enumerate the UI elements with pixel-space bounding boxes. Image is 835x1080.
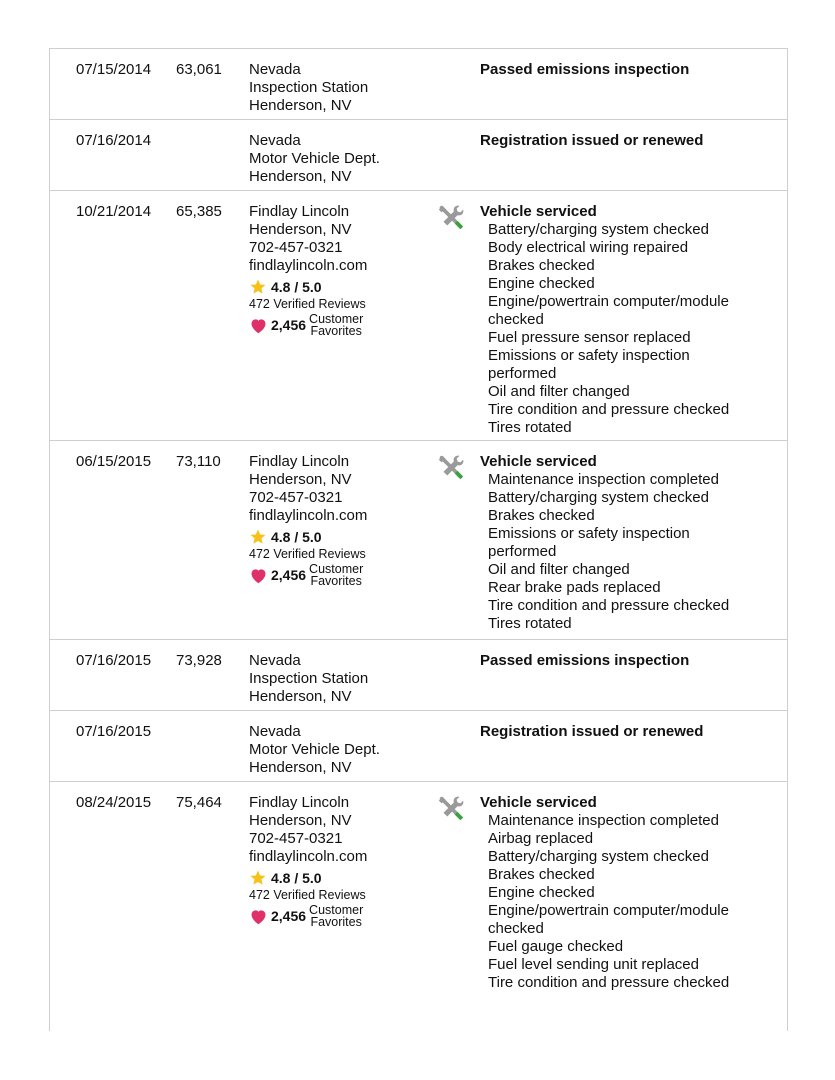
record-headline: Vehicle serviced	[480, 453, 597, 470]
record-mileage: 73,110	[176, 453, 221, 470]
service-item: Tire condition and pressure checked	[488, 974, 730, 991]
source-line: Henderson, NV	[249, 168, 352, 185]
record-source	[249, 794, 367, 928]
history-record	[50, 710, 787, 782]
favorites-label	[309, 904, 363, 928]
dealer-name-link[interactable]: Findlay Lincoln	[249, 203, 350, 220]
service-item: Tires rotated	[488, 615, 572, 632]
source-line: Inspection Station	[249, 79, 369, 96]
record-date: 08/24/2015	[76, 794, 152, 811]
dealer-phone[interactable]: 702-457-0321	[249, 489, 343, 506]
service-item: Fuel pressure sensor replaced	[488, 329, 691, 346]
service-item: Rear brake pads replaced	[488, 579, 661, 596]
service-item: Airbag replaced	[488, 830, 594, 847]
favorites-count: 2,456	[271, 908, 307, 924]
dealer-rating	[249, 278, 367, 296]
favorites-label	[309, 563, 363, 587]
service-item: Brakes checked	[488, 507, 595, 524]
favorites-count: 2,456	[271, 317, 307, 333]
favorites-label-line: Customer	[309, 903, 364, 917]
dealer-website-link[interactable]: findlaylincoln.com	[249, 507, 368, 524]
favorites-label	[309, 313, 363, 337]
source-line: Nevada	[249, 132, 301, 149]
favorites-count: 2,456	[271, 567, 307, 583]
dealer-website-link[interactable]: findlaylincoln.com	[249, 257, 368, 274]
record-date: 10/21/2014	[76, 203, 152, 220]
history-record	[50, 48, 787, 120]
source-line: Henderson, NV	[249, 812, 352, 829]
record-source	[249, 723, 380, 777]
star-icon	[249, 869, 267, 887]
record-date: 07/16/2014	[76, 132, 152, 149]
source-line: Henderson, NV	[249, 688, 352, 705]
record-source	[249, 203, 367, 337]
star-icon	[249, 528, 267, 546]
service-item: Fuel gauge checked	[488, 938, 624, 955]
rating-value: 4.8 / 5.0	[271, 279, 322, 295]
record-details	[480, 723, 703, 741]
record-source	[249, 652, 368, 706]
record-date: 07/15/2014	[76, 61, 152, 78]
source-line: Nevada	[249, 652, 301, 669]
source-line: Motor Vehicle Dept.	[249, 741, 380, 758]
service-item: checked	[488, 920, 544, 937]
service-item: Emissions or safety inspection	[488, 347, 690, 364]
dealer-name-link[interactable]: Findlay Lincoln	[249, 794, 350, 811]
source-line: Motor Vehicle Dept.	[249, 150, 380, 167]
record-date: 07/16/2015	[76, 723, 152, 740]
record-details	[480, 61, 689, 79]
dealer-website-link[interactable]: findlaylincoln.com	[249, 848, 368, 865]
service-tools-icon	[436, 203, 466, 233]
record-details	[480, 794, 729, 992]
service-item: Battery/charging system checked	[488, 489, 709, 506]
service-tools-icon	[436, 453, 466, 483]
customer-favorites	[249, 563, 367, 587]
service-item-list	[480, 812, 729, 992]
dealer-name-link[interactable]: Findlay Lincoln	[249, 453, 350, 470]
source-line: Nevada	[249, 61, 301, 78]
service-item: Oil and filter changed	[488, 561, 630, 578]
source-line: Inspection Station	[249, 670, 369, 687]
service-item: Emissions or safety inspection	[488, 525, 690, 542]
service-tools-icon	[436, 794, 466, 824]
service-item-list	[480, 471, 729, 633]
history-record	[50, 440, 787, 640]
favorites-label-line: Customer	[309, 562, 364, 576]
record-headline: Passed emissions inspection	[480, 652, 690, 669]
service-item: checked	[488, 311, 544, 328]
dealer-phone[interactable]: 702-457-0321	[249, 239, 343, 256]
heart-icon	[249, 317, 268, 334]
service-item: Maintenance inspection completed	[488, 812, 719, 829]
source-line: Nevada	[249, 723, 301, 740]
star-icon	[249, 278, 267, 296]
service-item: Battery/charging system checked	[488, 848, 709, 865]
vehicle-history-table	[49, 48, 788, 1031]
customer-favorites	[249, 313, 367, 337]
history-record	[50, 639, 787, 711]
record-date: 07/16/2015	[76, 652, 152, 669]
service-item: Tire condition and pressure checked	[488, 597, 730, 614]
dealer-phone[interactable]: 702-457-0321	[249, 830, 343, 847]
heart-icon	[249, 908, 268, 925]
record-details	[480, 453, 729, 633]
history-record	[50, 781, 787, 1031]
favorites-label-line: Customer	[309, 312, 364, 326]
record-details	[480, 132, 703, 150]
service-item: Brakes checked	[488, 257, 595, 274]
dealer-rating	[249, 869, 367, 887]
record-headline: Registration issued or renewed	[480, 723, 704, 740]
record-headline: Vehicle serviced	[480, 794, 597, 811]
record-headline: Passed emissions inspection	[480, 61, 690, 78]
source-line: Henderson, NV	[249, 759, 352, 776]
customer-favorites	[249, 904, 367, 928]
heart-icon	[249, 567, 268, 584]
record-source	[249, 61, 368, 115]
service-item: Engine checked	[488, 275, 595, 292]
source-line: Henderson, NV	[249, 221, 352, 238]
record-source	[249, 132, 380, 186]
service-item: Body electrical wiring repaired	[488, 239, 689, 256]
service-item: Tire condition and pressure checked	[488, 401, 730, 418]
record-mileage: 73,928	[176, 652, 222, 669]
service-item: Oil and filter changed	[488, 383, 630, 400]
dealer-rating	[249, 528, 367, 546]
record-date: 06/15/2015	[76, 453, 152, 470]
record-details	[480, 203, 729, 437]
source-line: Henderson, NV	[249, 97, 352, 114]
verified-reviews-link[interactable]: 472 Verified Reviews	[249, 547, 366, 561]
service-item-list	[480, 221, 729, 437]
rating-value: 4.8 / 5.0	[271, 870, 322, 886]
favorites-label-line: Favorites	[310, 574, 362, 588]
service-item: Fuel level sending unit replaced	[488, 956, 699, 973]
service-item: Engine checked	[488, 884, 595, 901]
verified-reviews-link[interactable]: 472 Verified Reviews	[249, 888, 366, 902]
history-record	[50, 119, 787, 191]
record-mileage: 65,385	[176, 203, 222, 220]
record-source	[249, 453, 367, 587]
service-item: Maintenance inspection completed	[488, 471, 719, 488]
record-mileage: 63,061	[176, 61, 222, 78]
record-headline: Vehicle serviced	[480, 203, 597, 220]
record-mileage: 75,464	[176, 794, 222, 811]
service-item: Tires rotated	[488, 419, 572, 436]
service-item: Battery/charging system checked	[488, 221, 709, 238]
service-item: performed	[488, 365, 557, 382]
favorites-label-line: Favorites	[310, 915, 362, 929]
history-record	[50, 190, 787, 441]
service-item: performed	[488, 543, 557, 560]
service-item: Engine/powertrain computer/module	[488, 902, 729, 919]
rating-value: 4.8 / 5.0	[271, 529, 322, 545]
verified-reviews-link[interactable]: 472 Verified Reviews	[249, 297, 366, 311]
service-item: Engine/powertrain computer/module	[488, 293, 729, 310]
service-item: Brakes checked	[488, 866, 595, 883]
record-details	[480, 652, 689, 670]
favorites-label-line: Favorites	[310, 324, 362, 338]
source-line: Henderson, NV	[249, 471, 352, 488]
record-headline: Registration issued or renewed	[480, 132, 704, 149]
